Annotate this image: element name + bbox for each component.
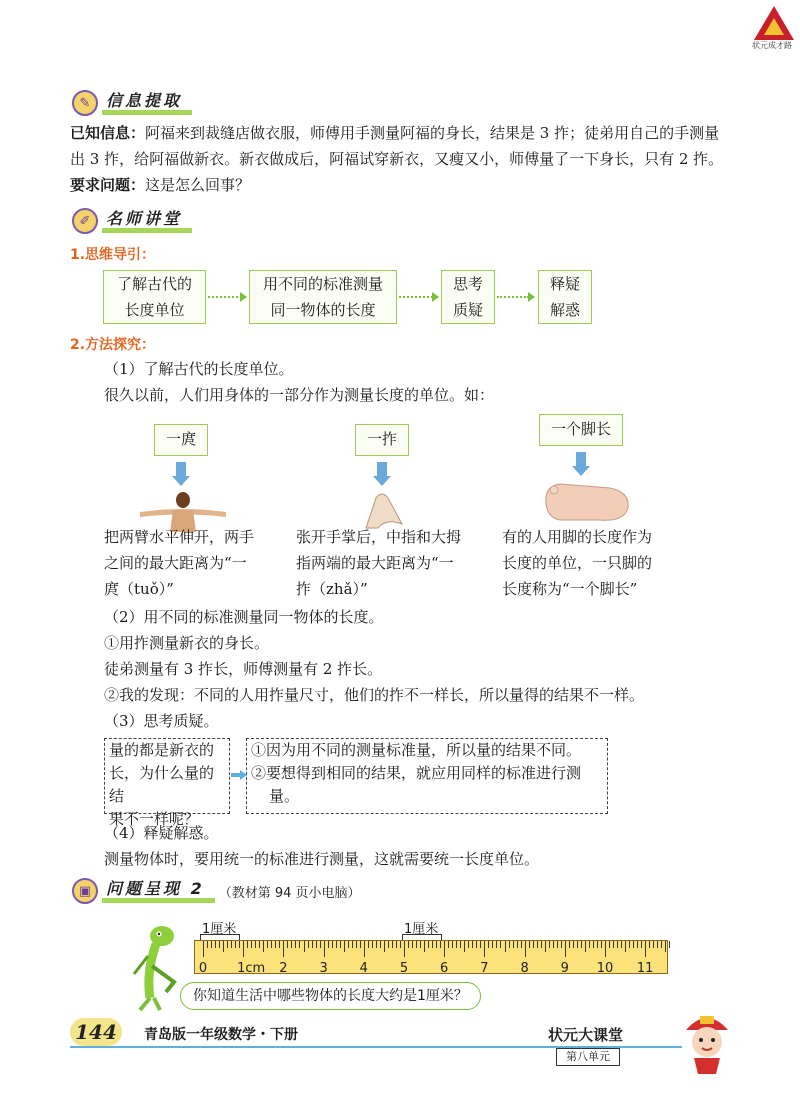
- ruler-mm-tick: [396, 941, 397, 948]
- flow-connector: [208, 296, 242, 300]
- ruler-mm-tick: [577, 941, 578, 948]
- ruler-cm-tick: [203, 941, 204, 957]
- ruler-number: 5: [399, 961, 409, 976]
- flow-box: [441, 270, 495, 324]
- unit-tag: 一庹: [154, 424, 208, 456]
- ruler-number: 4: [359, 961, 368, 976]
- hand-span-illustration: [356, 488, 408, 530]
- ruler-mm-tick: [360, 941, 361, 948]
- ruler-mm-tick: [412, 941, 413, 948]
- ruler-mm-tick: [460, 941, 461, 948]
- section-banner-problem: [72, 878, 361, 904]
- ruler-mm-tick: [267, 941, 268, 948]
- ruler-cm-tick: [283, 941, 284, 957]
- ruler-mm-tick: [436, 941, 437, 948]
- ruler-mm-tick: [597, 941, 598, 948]
- arrow-down-icon: [172, 462, 190, 486]
- ruler-mm-tick: [231, 941, 232, 948]
- flow-connector: [399, 296, 433, 300]
- arrow-right-icon: [528, 292, 535, 302]
- ruler-mm-tick: [601, 941, 602, 948]
- ruler-cm-tick: [243, 941, 244, 957]
- computer-icon: ▣: [72, 878, 98, 904]
- ruler-mm-tick: [533, 941, 534, 948]
- ruler-mm-tick: [368, 941, 369, 948]
- bracket-label: 1厘米: [202, 922, 237, 937]
- question-text: 这是怎么回事？: [145, 176, 251, 194]
- answer-box-line: ①因为用不同的测量标准量，所以量的结果不同。: [251, 741, 582, 759]
- brand-title: 状元大课堂: [548, 1026, 624, 1044]
- ruler-mm-tick: [263, 941, 264, 952]
- arrow-down-icon: [572, 452, 590, 476]
- paragraph: ②我的发现：不同的人用拃量尺寸，他们的拃不一样长，所以量得的结果不一样。: [104, 686, 645, 704]
- paragraph: （3）思考质疑。: [104, 712, 219, 730]
- known-info-line1: [70, 122, 719, 145]
- ruler-mm-tick: [215, 941, 216, 948]
- ruler-mm-tick: [573, 941, 574, 948]
- ruler-mm-tick: [476, 941, 477, 948]
- ruler-mm-tick: [500, 941, 501, 948]
- question-box-line: 果不一样呢？: [109, 810, 200, 828]
- ruler-mm-tick: [641, 941, 642, 948]
- ruler-mm-tick: [581, 941, 582, 948]
- ruler-mm-tick: [295, 941, 296, 948]
- ruler-mm-tick: [637, 941, 638, 948]
- ruler-mm-tick: [517, 941, 518, 948]
- ruler-mm-tick: [496, 941, 497, 948]
- flow-box-line: 解惑: [549, 301, 580, 319]
- ruler-mm-tick: [424, 941, 425, 952]
- ruler-mm-tick: [348, 941, 349, 948]
- section-title: 名师讲堂: [102, 210, 192, 233]
- unit-desc-line: 庹（tuǒ）”: [104, 580, 174, 598]
- ruler-mm-tick: [609, 941, 610, 948]
- ruler-mm-tick: [448, 941, 449, 948]
- unit-desc-line: 有的人用脚的长度作为: [502, 528, 653, 546]
- subheading-guide: 1.思维导引：: [70, 247, 156, 263]
- ruler-mm-tick: [299, 941, 300, 948]
- ruler-mm-tick: [613, 941, 614, 948]
- ruler-mm-tick: [617, 941, 618, 948]
- ruler-mm-tick: [332, 941, 333, 948]
- ruler-mm-tick: [505, 941, 506, 952]
- flow-connector: [497, 296, 529, 300]
- ruler-mm-tick: [464, 941, 465, 952]
- ruler-mm-tick: [669, 941, 670, 948]
- paragraph: 徒弟测量有 3 拃长，师傅测量有 2 拃长。: [104, 660, 383, 678]
- ruler-number: 0: [198, 961, 208, 976]
- subheading-method: 2.方法探究：: [70, 337, 156, 353]
- ruler-cm-tick: [324, 941, 325, 957]
- ruler-mm-tick: [428, 941, 429, 948]
- ruler-mm-tick: [384, 941, 385, 952]
- ruler-mm-tick: [352, 941, 353, 948]
- arrow-down-icon: [373, 462, 391, 486]
- section-banner-info: [72, 90, 192, 116]
- ruler-mm-tick: [529, 941, 530, 948]
- ruler-mm-tick: [408, 941, 409, 948]
- logo-text: 状元成才路: [752, 41, 792, 50]
- ruler-mm-tick: [388, 941, 389, 948]
- ruler-mm-tick: [207, 941, 208, 948]
- ruler-mm-tick: [456, 941, 457, 948]
- ruler-cm-tick: [404, 941, 405, 957]
- ruler-mm-tick: [223, 941, 224, 952]
- ruler-mm-tick: [432, 941, 433, 948]
- question-box-line: 长，为什么量的结: [109, 764, 215, 805]
- question-box-line: 量的都是新衣的: [109, 741, 215, 759]
- ruler-cm-tick: [645, 941, 646, 957]
- ruler-mm-tick: [557, 941, 558, 948]
- ruler-mm-tick: [372, 941, 373, 948]
- unit-desc-line: 长度称为“一个脚长”: [502, 580, 638, 598]
- unit-desc-line: 指两端的最大距离为“一: [296, 554, 454, 572]
- unit-tag: 一拃: [355, 424, 409, 456]
- ruler-mm-tick: [304, 941, 305, 952]
- logo-triangle-icon: [754, 6, 794, 40]
- ruler: [194, 940, 668, 974]
- ruler-cm-tick: [605, 941, 606, 957]
- ruler-mm-tick: [452, 941, 453, 948]
- ruler-mm-tick: [593, 941, 594, 948]
- ruler-mm-tick: [541, 941, 542, 948]
- ruler-number: 11: [636, 961, 654, 976]
- ruler-mm-tick: [336, 941, 337, 948]
- ruler-number: 6: [440, 961, 449, 976]
- ruler-mm-tick: [251, 941, 252, 948]
- ruler-mm-tick: [521, 941, 522, 948]
- question-label: 要求问题：: [70, 176, 146, 194]
- answer-box-line: 量。: [269, 787, 300, 805]
- known-info-line2: 出 3 拃，给阿福做新衣。新衣做成后，阿福试穿新衣，又瘦又小，师傅量了一下身长，只有 2 拃。: [70, 150, 724, 168]
- unit-desc-line: 张开手掌后，中指和大拇: [296, 528, 462, 546]
- ruler-number: 10: [596, 961, 614, 976]
- ruler-mm-tick: [316, 941, 317, 948]
- ruler-number: 3: [319, 961, 328, 976]
- ruler-mm-tick: [259, 941, 260, 948]
- ruler-mm-tick: [509, 941, 510, 948]
- ruler-mm-tick: [227, 941, 228, 948]
- flow-box-line: 了解古代的: [116, 275, 192, 293]
- ruler-mm-tick: [553, 941, 554, 948]
- paragraph: 很久以前，人们用身体的一部分作为测量长度的单位。如：: [104, 386, 495, 404]
- flow-box: [538, 270, 592, 324]
- ruler-cm-tick: [525, 941, 526, 957]
- ruler-mm-tick: [585, 941, 586, 952]
- ruler-cm-tick: [565, 941, 566, 957]
- ruler-number: 1cm: [237, 961, 266, 976]
- known-label: 已知信息：: [70, 124, 146, 142]
- question-box: [104, 738, 230, 828]
- ruler-mm-tick: [275, 941, 276, 948]
- ruler-number: 9: [560, 961, 569, 976]
- mascot-boy-icon: [676, 1010, 738, 1074]
- ruler-number: 7: [480, 961, 489, 976]
- ruler-number: 8: [520, 961, 529, 976]
- ruler-mm-tick: [235, 941, 236, 948]
- book-title: 青岛版一年级数学・下册: [144, 1027, 298, 1043]
- ruler-mm-tick: [400, 941, 401, 948]
- ruler-mm-tick: [247, 941, 248, 948]
- ruler-mm-tick: [545, 941, 546, 952]
- question-line: [70, 174, 250, 197]
- answer-box-line: ②要想得到相同的结果，就应用同样的标准进行测: [251, 764, 582, 782]
- arrow-right-icon: [240, 292, 247, 302]
- section-note: （教材第 94 页小电脑）: [218, 885, 361, 901]
- ruler-mm-tick: [589, 941, 590, 948]
- ruler-mm-tick: [633, 941, 634, 948]
- flow-box-line: 用不同的标准测量: [262, 275, 383, 293]
- ruler-mm-tick: [312, 941, 313, 948]
- ruler-mm-tick: [392, 941, 393, 948]
- page-number: 144: [70, 1018, 122, 1046]
- unit-desc-line: 把两臂水平伸开，两手: [104, 528, 255, 546]
- grasshopper-mascot-icon: [126, 922, 188, 1014]
- paragraph: （2）用不同的标准测量同一物体的长度。: [104, 608, 384, 626]
- ruler-mm-tick: [376, 941, 377, 948]
- paragraph: （4）释疑解惑。: [104, 824, 219, 842]
- ruler-mm-tick: [308, 941, 309, 948]
- ruler-mm-tick: [492, 941, 493, 948]
- ruler-mm-tick: [625, 941, 626, 952]
- ruler-mm-tick: [661, 941, 662, 948]
- arrow-right-icon: [432, 292, 439, 302]
- ruler-cm-tick: [444, 941, 445, 957]
- unit-label: 第八单元: [556, 1048, 620, 1066]
- ruler-mm-tick: [271, 941, 272, 948]
- paragraph: ①用拃测量新衣的身长。: [104, 634, 270, 652]
- ruler-mm-tick: [287, 941, 288, 948]
- ruler-mm-tick: [255, 941, 256, 948]
- flow-box-line: 同一物体的长度: [270, 301, 376, 319]
- ruler-mm-tick: [649, 941, 650, 948]
- flow-box-line: 思考: [452, 275, 483, 293]
- unit-desc-line: 之间的最大距离为“一: [104, 554, 247, 572]
- ruler-mm-tick: [468, 941, 469, 948]
- ruler-mm-tick: [219, 941, 220, 948]
- ruler-mm-tick: [340, 941, 341, 948]
- ruler-mm-tick: [621, 941, 622, 948]
- ruler-mm-tick: [513, 941, 514, 948]
- paragraph: 测量物体时，要用统一的标准进行测量，这就需要统一长度单位。: [104, 850, 540, 868]
- section-banner-teacher: [72, 208, 192, 234]
- search-icon: ✎: [72, 90, 98, 116]
- ruler-mm-tick: [665, 941, 666, 952]
- flow-box-line: 释疑: [549, 275, 580, 293]
- ruler-mm-tick: [629, 941, 630, 948]
- ruler-mm-tick: [537, 941, 538, 948]
- flow-box: [249, 270, 397, 324]
- ruler-mm-tick: [569, 941, 570, 948]
- ruler-mm-tick: [279, 941, 280, 948]
- ruler-mm-tick: [356, 941, 357, 948]
- ruler-mm-tick: [211, 941, 212, 948]
- known-text-1: 阿福来到裁缝店做衣服，师傅用手测量阿福的身长，结果是 3 拃；徒弟用自己的手测量: [145, 124, 720, 142]
- ruler-mm-tick: [488, 941, 489, 948]
- publisher-logo: [752, 6, 796, 51]
- ruler-mm-tick: [657, 941, 658, 948]
- ruler-mm-tick: [440, 941, 441, 948]
- ruler-mm-tick: [239, 941, 240, 948]
- answer-box: [246, 738, 608, 814]
- paragraph: （1）了解古代的长度单位。: [104, 360, 294, 378]
- foot-illustration: [540, 478, 632, 526]
- ruler-mm-tick: [380, 941, 381, 948]
- ruler-mm-tick: [420, 941, 421, 948]
- ruler-cm-tick: [364, 941, 365, 957]
- ruler-mm-tick: [480, 941, 481, 948]
- ruler-mm-tick: [416, 941, 417, 948]
- unit-desc-line: 拃（zhǎ）”: [296, 580, 368, 598]
- ruler-mm-tick: [653, 941, 654, 948]
- ruler-mm-tick: [328, 941, 329, 948]
- ruler-mm-tick: [549, 941, 550, 948]
- unit-tag: 一个脚长: [539, 414, 623, 446]
- ruler-mm-tick: [561, 941, 562, 948]
- unit-desc-line: 长度的单位，一只脚的: [502, 554, 653, 572]
- section-title: 问题呈现 2: [102, 880, 215, 903]
- flow-box-line: 长度单位: [124, 301, 185, 319]
- ruler-mm-tick: [344, 941, 345, 952]
- ruler-cm-tick: [484, 941, 485, 957]
- speech-bubble: 你知道生活中哪些物体的长度大约是1厘米？: [180, 982, 481, 1010]
- ruler-mm-tick: [291, 941, 292, 948]
- ruler-mm-tick: [320, 941, 321, 948]
- teacher-icon: ✐: [72, 208, 98, 234]
- bracket-label: 1厘米: [404, 922, 439, 937]
- ruler-mm-tick: [472, 941, 473, 948]
- ruler-number: 2: [279, 961, 288, 976]
- section-title: 信息提取: [102, 92, 192, 115]
- flow-box: [103, 270, 206, 324]
- flow-box-line: 质疑: [452, 301, 483, 319]
